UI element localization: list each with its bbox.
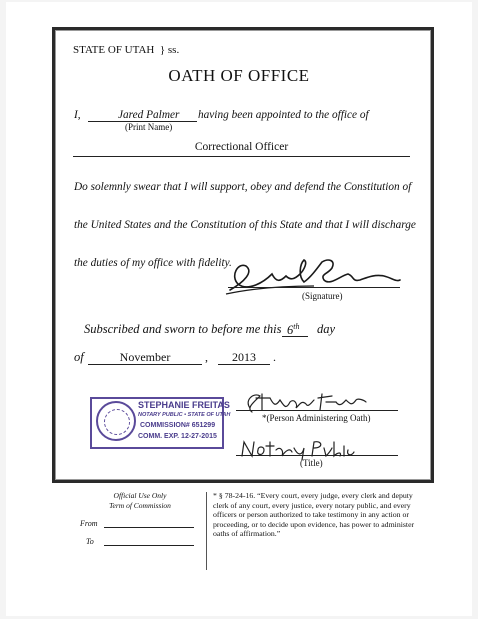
from-field[interactable] xyxy=(104,527,194,528)
signature-line xyxy=(228,287,400,288)
day-word: day xyxy=(317,322,336,336)
year-value: 2013 xyxy=(232,350,256,364)
of-label: of xyxy=(74,350,84,364)
day-value xyxy=(287,322,299,338)
administrator-signature xyxy=(240,388,370,416)
oath-line-2: the United States and the Constitution of this State and that I will discharge xyxy=(74,219,416,231)
from-label: From xyxy=(80,519,98,528)
stamp-name: STEPHANIE FREITAS xyxy=(138,400,230,410)
stamp-expiry: COMM. EXP. 12-27-2015 xyxy=(138,433,217,440)
state-heading xyxy=(73,44,179,56)
official-use-heading: Official Use Only xyxy=(113,491,167,500)
ss-mark: } ss. xyxy=(159,44,180,56)
day-suffix: th xyxy=(293,322,300,331)
title-line xyxy=(236,455,398,456)
administering-line xyxy=(236,410,398,411)
date-period: . xyxy=(273,350,276,364)
day-number: 6 xyxy=(287,323,294,338)
title-label: (Title) xyxy=(300,458,323,468)
date-comma: , xyxy=(205,350,208,364)
stamp-commission: COMMISSION# 651299 xyxy=(140,422,216,429)
oath-line-1: Do solemnly swear that I will support, obey and defend the Constitution of xyxy=(74,181,412,193)
stamp-role: NOTARY PUBLIC • STATE OF UTAH xyxy=(138,412,231,418)
state-name: STATE OF UTAH xyxy=(73,44,155,56)
printed-name: Jared Palmer xyxy=(118,109,180,121)
subscribed-text: Subscribed and sworn to before me this xyxy=(84,322,282,336)
signature-label: (Signature) xyxy=(302,291,343,301)
state-seal-icon xyxy=(96,401,136,441)
office-line xyxy=(73,156,410,157)
term-heading: Term of Commission xyxy=(109,501,171,510)
footer-divider xyxy=(206,492,207,570)
oath-line-3: the duties of my office with fidelity. xyxy=(74,257,232,269)
to-label: To xyxy=(86,537,94,546)
document-title: OATH OF OFFICE xyxy=(168,66,310,85)
appointment-text: having been appointed to the office of xyxy=(198,109,369,121)
administering-label: *(Person Administering Oath) xyxy=(262,413,371,423)
month-value: November xyxy=(119,350,171,364)
statute-footnote: * § 78-24-16. “Every court, every judge, every clerk and deputy clerk of any court, every justice, every notary public, and every officers or person authorized to take testimony in any action or proceeding, or to decide upon evidence, has power to administer oaths of affirmation.” xyxy=(213,491,415,539)
i-label: I, xyxy=(74,109,81,121)
to-field[interactable] xyxy=(104,545,194,546)
title-handwriting xyxy=(236,436,356,462)
office-name: Correctional Officer xyxy=(194,141,289,153)
print-name-label: (Print Name) xyxy=(125,122,173,132)
